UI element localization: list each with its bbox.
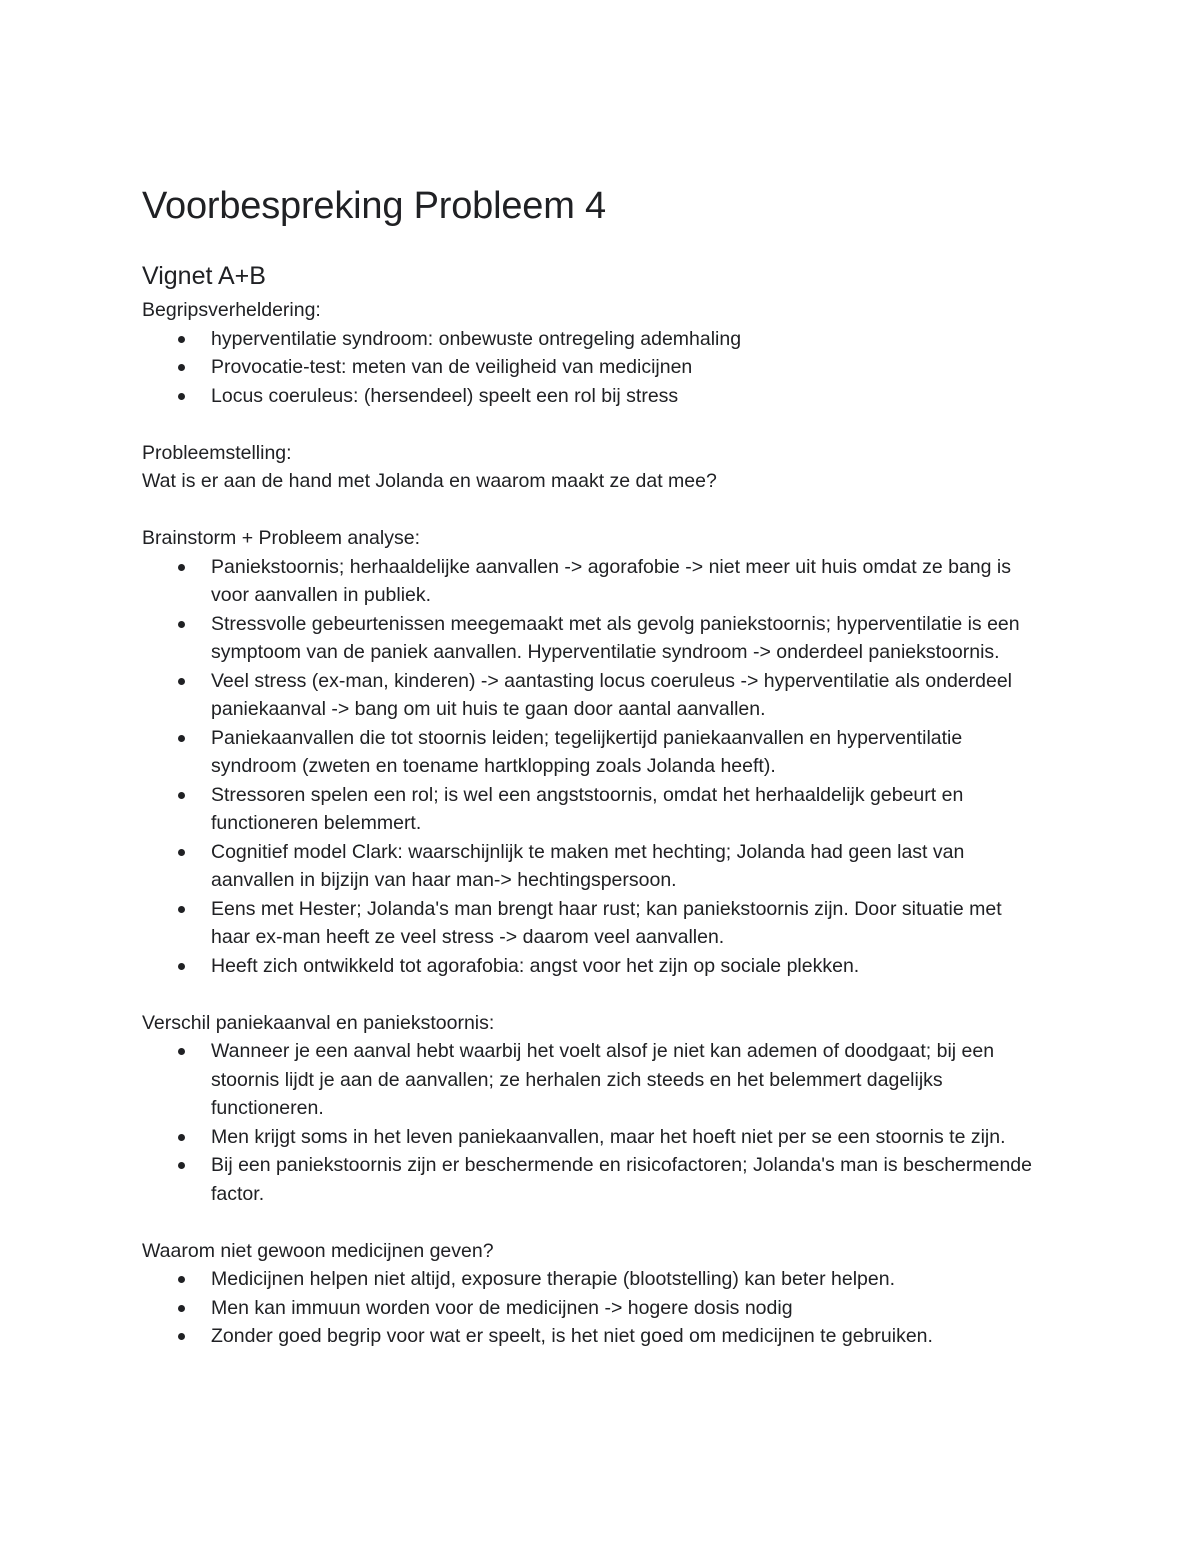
- list-item-text: Veel stress (ex-man, kinderen) -> aantasting locus coeruleus -> hyperventilatie als onderdeel paniekaanval -> bang om uit huis te gaan door aantal aanvallen.: [211, 669, 1013, 720]
- list-item: [211, 382, 1062, 411]
- list-item: [211, 610, 1062, 667]
- probleemstelling-text: Wat is er aan de hand met Jolanda en waarom maakt ze dat mee?: [142, 470, 717, 492]
- bullet-icon: [178, 364, 185, 371]
- begripsverheldering-list: [142, 325, 1062, 411]
- bullet-icon: [178, 735, 185, 742]
- bullet-icon: [178, 393, 185, 400]
- list-item-text: Stressvolle gebeurtenissen meegemaakt met als gevolg paniekstoornis; hyperventilatie is een symptoom van de paniek aanvallen. Hyperventilatie syndroom -> onderdeel paniekstoornis.: [211, 612, 1020, 663]
- brainstorm-label: Brainstorm + Probleem analyse:: [142, 527, 420, 549]
- bullet-icon: [178, 849, 185, 856]
- list-item: [211, 667, 1062, 724]
- verschil-label: Verschil paniekaanval en paniekstoornis:: [142, 1011, 495, 1034]
- list-item-text: hyperventilatie syndroom: onbewuste ontregeling ademhaling: [211, 327, 742, 350]
- list-item: [211, 1294, 1062, 1323]
- list-item: [211, 553, 1062, 610]
- list-item: [211, 1322, 1062, 1351]
- list-item: [211, 1265, 1062, 1294]
- probleemstelling-label: Probleemstelling:: [142, 441, 292, 464]
- list-item: [211, 838, 1062, 895]
- bullet-icon: [178, 963, 185, 970]
- list-item: [211, 781, 1062, 838]
- list-item: [211, 1037, 1062, 1123]
- list-item-text: Stressoren spelen een rol; is wel een angststoornis, omdat het herhaaldelijk gebeurt en functioneren belemmert.: [211, 783, 964, 834]
- medicijnen-list: [142, 1265, 1062, 1351]
- bullet-icon: [178, 1305, 185, 1312]
- list-item: [211, 952, 1062, 981]
- spacer: [142, 980, 1062, 1009]
- list-item-text: Men kan immuun worden voor de medicijnen -> hogere dosis nodig: [211, 1296, 793, 1319]
- list-item: [211, 1123, 1062, 1152]
- list-item: [211, 895, 1062, 952]
- bullet-icon: [178, 621, 185, 628]
- medicijnen-label: Waarom niet gewoon medicijnen geven?: [142, 1239, 494, 1262]
- section-heading: Vignet A+B: [142, 262, 266, 290]
- list-item-text: Men krijgt soms in het leven paniekaanvallen, maar het hoeft niet per se een stoornis te zijn.: [211, 1125, 1006, 1148]
- bullet-icon: [178, 1162, 185, 1169]
- spacer: [142, 496, 1062, 525]
- list-item-text: Provocatie-test: meten van de veiligheid van medicijnen: [211, 356, 693, 378]
- bullet-icon: [178, 564, 185, 571]
- bullet-icon: [178, 792, 185, 799]
- list-item-text: Eens met Hester; Jolanda's man brengt haar rust; kan paniekstoornis zijn. Door situatie met haar ex-man heeft ze veel stress -> daarom veel aanvallen.: [211, 897, 1002, 948]
- list-item: [211, 724, 1062, 781]
- list-item: [211, 325, 1062, 354]
- verschil-list: [142, 1037, 1062, 1208]
- list-item-text: Heeft zich ontwikkeld tot agorafobia: angst voor het zijn op sociale plekken.: [211, 954, 860, 977]
- list-item-text: Locus coeruleus: (hersendeel) speelt een rol bij stress: [211, 384, 679, 407]
- spacer: [142, 1208, 1062, 1237]
- bullet-icon: [178, 1048, 185, 1055]
- bullet-icon: [178, 678, 185, 685]
- list-item: [211, 1151, 1062, 1208]
- list-item-text: Wanneer je een aanval hebt waarbij het voelt alsof je niet kan ademen of doodgaat; bij een stoornis lijdt je aan de aanvallen; ze herhalen zich steeds en het belemmert dagelijks functioneren.: [211, 1040, 995, 1119]
- list-item-text: Paniekaanvallen die tot stoornis leiden; tegelijkertijd paniekaanvallen en hyperventilatie syndroom (zweten en toename hartklopping zoals Jolanda heeft).: [211, 726, 963, 777]
- document-title: Voorbespreking Probleem 4: [142, 185, 606, 227]
- list-item-text: Paniekstoornis; herhaaldelijke aanvallen -> agorafobie -> niet meer uit huis omdat ze bang is voor aanvallen in publiek.: [211, 555, 1011, 606]
- brainstorm-list: [142, 553, 1062, 981]
- list-item-text: Medicijnen helpen niet altijd, exposure therapie (blootstelling) kan beter helpen.: [211, 1268, 896, 1290]
- bullet-icon: [178, 336, 185, 343]
- bullet-icon: [178, 1276, 185, 1283]
- bullet-icon: [178, 906, 185, 913]
- list-item: [211, 353, 1062, 382]
- bullet-icon: [178, 1134, 185, 1141]
- document-page: [142, 178, 1062, 1351]
- bullet-icon: [178, 1333, 185, 1340]
- list-item-text: Bij een paniekstoornis zijn er beschermende en risicofactoren; Jolanda's man is beschermende factor.: [211, 1154, 1032, 1205]
- list-item-text: Cognitief model Clark: waarschijnlijk te maken met hechting; Jolanda had geen last van aanvallen in bijzijn van haar man-> hechtingspersoon.: [211, 840, 965, 891]
- spacer: [142, 410, 1062, 439]
- list-item-text: Zonder goed begrip voor wat er speelt, is het niet goed om medicijnen te gebruiken.: [211, 1325, 933, 1347]
- begripsverheldering-label: Begripsverheldering:: [142, 299, 321, 321]
